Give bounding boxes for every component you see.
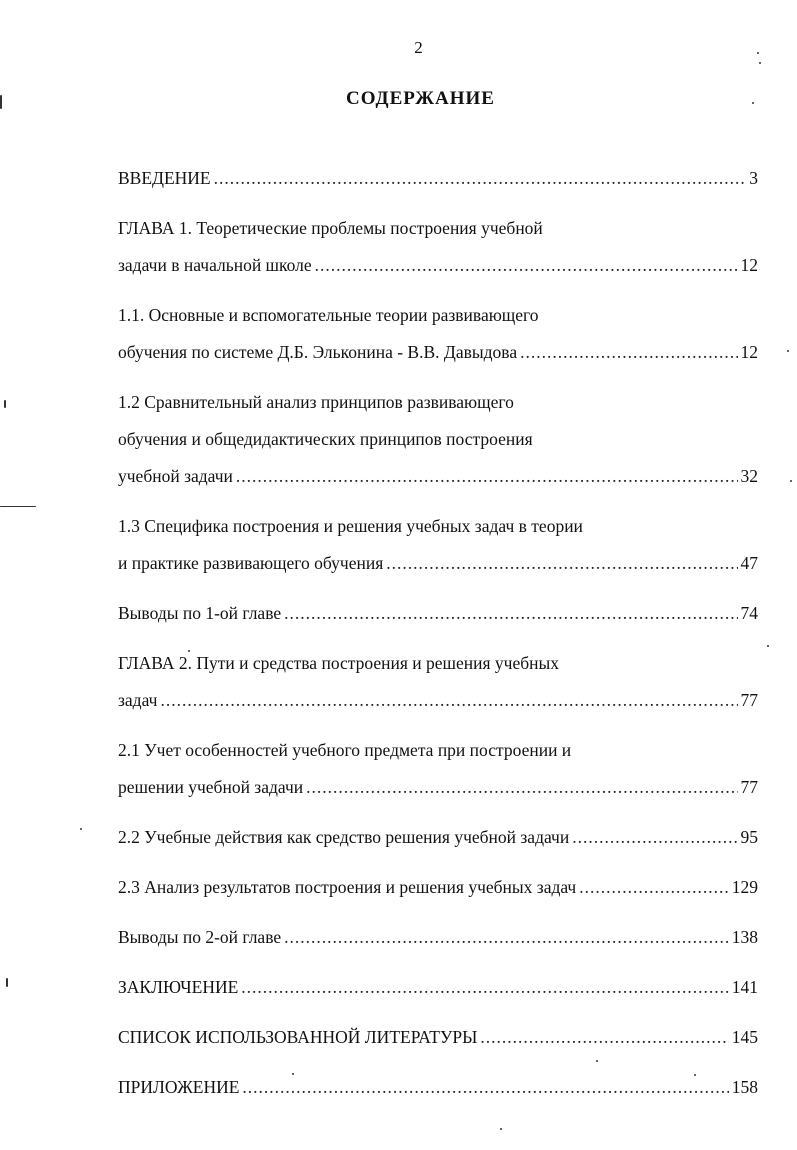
- toc-page-number: 145: [731, 1027, 758, 1047]
- toc-entry: [118, 1019, 758, 1056]
- toc-entry: [118, 732, 758, 806]
- toc-entry-text: ЗАКЛЮЧЕНИЕ: [118, 977, 239, 997]
- toc-leader-dots: [315, 247, 738, 284]
- toc-page-number: 138: [731, 927, 758, 947]
- toc-entry-line: [118, 210, 758, 247]
- toc-entry-line: [118, 969, 758, 1006]
- toc-leader-dots: [236, 458, 738, 495]
- toc-entry-text: Выводы по 1-ой главе: [118, 603, 282, 623]
- toc-entry: [118, 384, 758, 495]
- toc-entry-text: задач: [118, 690, 158, 710]
- toc-leader-dots: [579, 869, 729, 906]
- toc-entry-line: [118, 645, 758, 682]
- toc-entry-text: ГЛАВА 2. Пути и средства построения и решения учебных: [118, 653, 560, 673]
- toc-leader-dots: [520, 334, 737, 371]
- toc-entry: [118, 869, 758, 906]
- toc-page-number: 12: [740, 342, 758, 362]
- toc-entry-line: [118, 458, 758, 495]
- toc-entry-text: и практике развивающего обучения: [118, 553, 384, 573]
- toc-entry: [118, 819, 758, 856]
- toc-entry-line: [118, 421, 758, 458]
- toc-page-number: 158: [731, 1077, 758, 1097]
- toc-leader-dots: [480, 1019, 728, 1056]
- toc-page-number: 129: [731, 877, 758, 897]
- toc-entry-text: 1.1. Основные и вспомогательные теории развивающего: [118, 305, 539, 325]
- toc-entry-text: ПРИЛОЖЕНИЕ: [118, 1077, 240, 1097]
- toc-page-number: 141: [731, 977, 758, 997]
- toc-entry-line: [118, 545, 758, 582]
- toc-entry-line: [118, 919, 758, 956]
- toc-page-number: 95: [740, 827, 758, 847]
- toc-entry: [118, 1069, 758, 1106]
- toc-entry: [118, 210, 758, 284]
- toc-entry-line: [118, 247, 758, 284]
- toc-page-number: 3: [749, 168, 758, 188]
- toc-entry-text: 2.3 Анализ результатов построения и решения учебных задач: [118, 877, 577, 897]
- toc-entry: [118, 969, 758, 1006]
- toc-entry-text: ГЛАВА 1. Теоретические проблемы построения учебной: [118, 218, 543, 238]
- toc-entry-line: [118, 595, 758, 632]
- toc-leader-dots: [242, 1069, 728, 1106]
- toc-entry-line: [118, 384, 758, 421]
- toc-entry-text: Выводы по 2-ой главе: [118, 927, 282, 947]
- toc-entry-line: [118, 160, 758, 197]
- page-title: СОДЕРЖАНИЕ: [346, 88, 495, 109]
- toc-entry-text: 1.3 Специфика построения и решения учебных задач в теории: [118, 516, 583, 536]
- toc-entry-line: [118, 1069, 758, 1106]
- toc-leader-dots: [386, 545, 737, 582]
- toc-entry: [118, 645, 758, 719]
- toc-page-number: 77: [740, 690, 758, 710]
- toc-entry-text: обучения по системе Д.Б. Эльконина - В.В. Давыдова: [118, 342, 518, 362]
- toc-entry-text: задачи в начальной школе: [118, 255, 312, 275]
- toc-entry-line: [118, 334, 758, 371]
- toc-entry-text: ВВЕДЕНИЕ: [118, 168, 211, 188]
- toc-leader-dots: [284, 919, 729, 956]
- toc-entry-line: [118, 869, 758, 906]
- toc-entry: [118, 595, 758, 632]
- toc-entry: [118, 160, 758, 197]
- toc-entry-text: 2.2 Учебные действия как средство решения учебной задачи: [118, 827, 570, 847]
- toc-entry: [118, 508, 758, 582]
- page-number: 2: [414, 38, 423, 57]
- toc-entry-line: [118, 732, 758, 769]
- toc-entry-text: обучения и общедидактических принципов построения: [118, 429, 533, 449]
- toc-entry-line: [118, 769, 758, 806]
- toc-entry-line: [118, 1019, 758, 1056]
- toc-page-number: 32: [740, 466, 758, 486]
- toc-entry-text: СПИСОК ИСПОЛЬЗОВАННОЙ ЛИТЕРАТУРЫ: [118, 1027, 478, 1047]
- toc-leader-dots: [572, 819, 737, 856]
- toc-entry-line: [118, 508, 758, 545]
- toc-entry-text: 2.1 Учет особенностей учебного предмета при построении и: [118, 740, 572, 760]
- toc-leader-dots: [284, 595, 737, 632]
- toc-entry-text: решении учебной задачи: [118, 777, 304, 797]
- toc-leader-dots: [306, 769, 737, 806]
- table-of-contents: [118, 160, 758, 1119]
- toc-leader-dots: [160, 682, 737, 719]
- toc-page-number: 47: [740, 553, 758, 573]
- toc-entry-line: [118, 819, 758, 856]
- toc-entry-text: 1.2 Сравнительный анализ принципов развивающего: [118, 392, 514, 412]
- toc-leader-dots: [214, 160, 747, 197]
- toc-page-number: 12: [740, 255, 758, 275]
- toc-entry-line: [118, 297, 758, 334]
- toc-entry: [118, 919, 758, 956]
- toc-entry: [118, 297, 758, 371]
- toc-page-number: 77: [740, 777, 758, 797]
- toc-entry-text: учебной задачи: [118, 466, 233, 486]
- toc-leader-dots: [241, 969, 728, 1006]
- toc-entry-line: [118, 682, 758, 719]
- toc-page-number: 74: [740, 603, 758, 623]
